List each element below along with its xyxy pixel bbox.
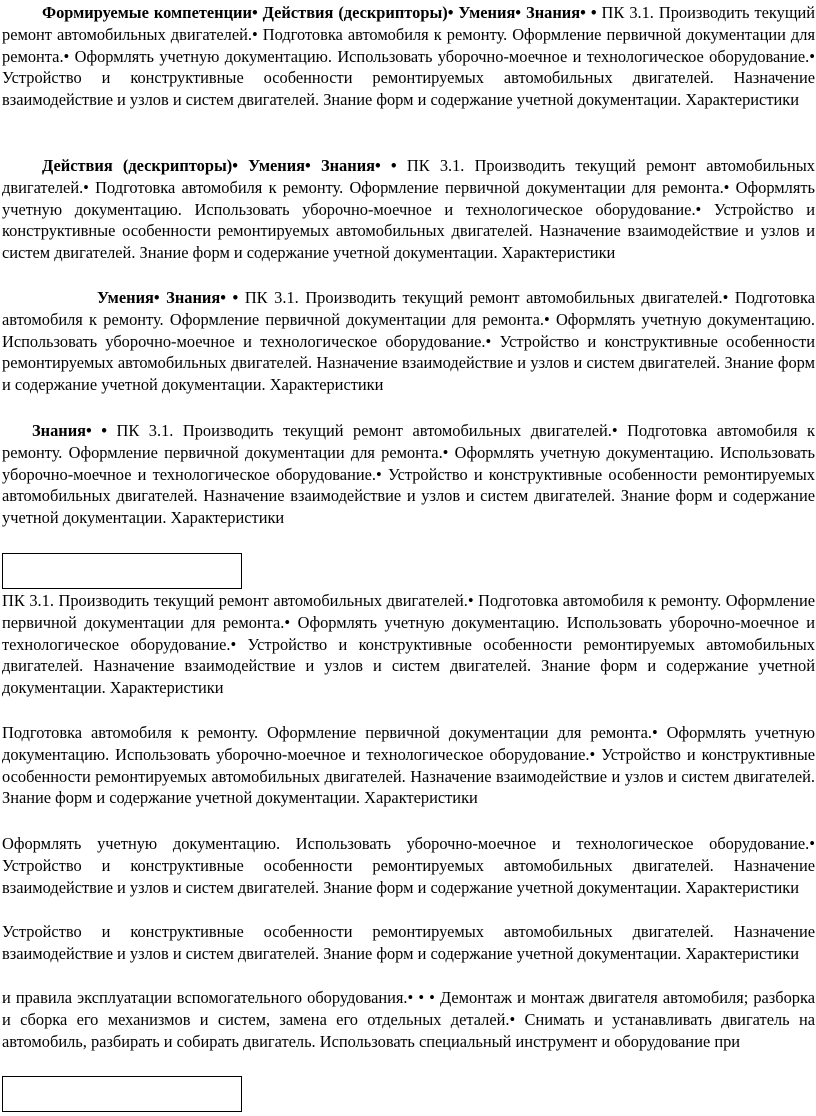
paragraph-operation — [2, 987, 815, 1052]
paragraph-text: и правила эксплуатации вспомогательного оборудования.• • • Демонтаж и монтаж двигателя автомобиля; разборка и сборка его механизмов и систем, замена его отдельных деталей.• Снимать и устанавливать двигатель на автомобиль, разбирать и собирать двигатель. Использовать специальный инструмент и оборудование при — [2, 988, 815, 1051]
paragraph-text: ПК 3.1. Производить текущий ремонт автомобильных двигателей.• Подготовка автомобиля к ремонту. Оформление первичной документации для ремонта.• Оформлять учетную документацию. Использовать уборочно-моечное и технологическое оборудование.• Устройство и конструктивные особенности ремонтируемых автомобильных двигателей. Назначение взаимодействие и узлов и систем двигателей. Знание форм и содержание учетной документации. Характеристики — [2, 591, 815, 698]
empty-box — [2, 553, 242, 589]
paragraph-text: Оформлять учетную документацию. Использовать уборочно-моечное и технологическое оборудование.• Устройство и конструктивные особенности ремонтируемых автомобильных двигателей. Назначение взаимодействие и узлов и систем двигателей. Знание форм и содержание учетной документации. Характеристики — [2, 834, 815, 897]
paragraph-heading: Знания• • — [32, 421, 108, 440]
paragraph-actions — [2, 155, 815, 264]
paragraph-text: ПК 3.1. Производить текущий ремонт автомобильных двигателей.• Подготовка автомобиля к ремонту. Оформление первичной документации для ремонта.• Оформлять учетную документацию. Использовать уборочно-моечное и технологическое оборудование.• Устройство и конструктивные особенности ремонтируемых автомобильных двигателей. Назначение взаимодействие и узлов и систем двигателей. Знание форм и содержание учетной документации. Характеристики — [2, 3, 815, 110]
paragraph-heading: Формируемые компетенции• Действия (дескрипторы)• Умения• Знания• • — [42, 3, 597, 22]
paragraph-text: ПК 3.1. Производить текущий ремонт автомобильных двигателей.• Подготовка автомобиля к ремонту. Оформление первичной документации для ремонта.• Оформлять учетную документацию. Использовать уборочно-моечное и технологическое оборудование.• Устройство и конструктивные особенности ремонтируемых автомобильных двигателей. Назначение взаимодействие и узлов и систем двигателей. Знание форм и содержание учетной документации. Характеристики — [2, 421, 815, 528]
paragraph-text: Устройство и конструктивные особенности ремонтируемых автомобильных двигателей. Назначение взаимодействие и узлов и систем двигателей. Знание форм и содержание учетной документации. Характеристики — [2, 922, 815, 963]
empty-box — [2, 1076, 242, 1112]
paragraph-heading: Действия (дескрипторы)• Умения• Знания• • — [42, 156, 397, 175]
paragraph-text: Подготовка автомобиля к ремонту. Оформление первичной документации для ремонта.• Оформлять учетную документацию. Использовать уборочно-моечное и технологическое оборудование.• Устройство и конструктивные особенности ремонтируемых автомобильных двигателей. Назначение взаимодействие и узлов и систем двигателей. Знание форм и содержание учетной документации. Характеристики — [2, 723, 815, 808]
paragraph-design — [2, 921, 815, 965]
paragraph-competencies — [2, 2, 815, 111]
paragraph-skills — [2, 287, 815, 396]
paragraph-text: ПК 3.1. Производить текущий ремонт автомобильных двигателей.• Подготовка автомобиля к ремонту. Оформление первичной документации для ремонта.• Оформлять учетную документацию. Использовать уборочно-моечное и технологическое оборудование.• Устройство и конструктивные особенности ремонтируемых автомобильных двигателей. Назначение взаимодействие и узлов и систем двигателей. Знание форм и содержание учетной документации. Характеристики — [2, 288, 815, 395]
paragraph-documentation — [2, 833, 815, 898]
paragraph-text: ПК 3.1. Производить текущий ремонт автомобильных двигателей.• Подготовка автомобиля к ремонту. Оформление первичной документации для ремонта.• Оформлять учетную документацию. Использовать уборочно-моечное и технологическое оборудование.• Устройство и конструктивные особенности ремонтируемых автомобильных двигателей. Назначение взаимодействие и узлов и систем двигателей. Знание форм и содержание учетной документации. Характеристики — [2, 156, 815, 263]
paragraph-pk — [2, 590, 815, 699]
paragraph-heading: Умения• Знания• • — [97, 288, 239, 307]
paragraph-knowledge — [2, 420, 815, 529]
paragraph-preparation — [2, 722, 815, 809]
